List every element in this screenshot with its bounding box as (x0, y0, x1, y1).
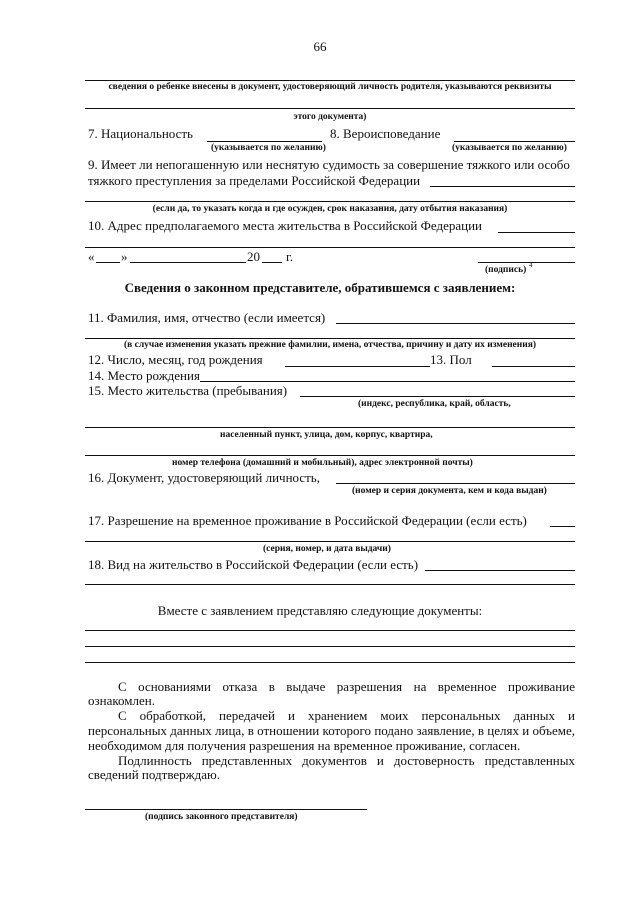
rule (85, 80, 575, 81)
date-day-line[interactable] (96, 262, 120, 263)
para3-line1: Подлинность представленных документов и достоверность представленных (118, 753, 575, 768)
para1-line1: С основаниями отказа в выдаче разрешения на временное проживание (118, 679, 575, 694)
item13-label: 13. Пол (430, 352, 472, 367)
item7-input-line[interactable] (207, 141, 322, 142)
footnote-mark: 4 (529, 261, 533, 269)
item13-input-line[interactable] (492, 366, 575, 367)
date-open-quote: « (88, 249, 95, 264)
section-title: Сведения о законном представителе, обратившемся с заявлением: (124, 280, 516, 295)
item17-label: 17. Разрешение на временное проживание в Российской Федерации (если есть) (88, 513, 527, 528)
date-year-prefix: 20 (247, 249, 260, 264)
documents-line-2[interactable] (85, 646, 575, 647)
signature-line[interactable] (478, 262, 575, 263)
item11-input-line[interactable] (336, 323, 575, 324)
documents-line-3[interactable] (85, 662, 575, 663)
item9-line1: 9. Имеет ли непогашенную или неснятую судимость за совершение тяжкого или особо (88, 157, 570, 172)
item9-input-line[interactable] (430, 186, 575, 187)
item11-hint: (в случае изменения указать прежние фамилии, имена, отчества, причину и дату их изменения) (123, 340, 537, 350)
item9-line2: тяжкого преступления за пределами Российской Федерации (88, 173, 421, 188)
item9-input-line-2[interactable] (85, 201, 575, 202)
date-year-line[interactable] (262, 262, 282, 263)
item15-input-line-3[interactable] (85, 455, 575, 456)
item15-label: 15. Место жительства (пребывания) (88, 383, 288, 398)
item11-input-line-2[interactable] (85, 338, 575, 339)
item15-hint2: населенный пункт, улица, дом, корпус, квартира, (220, 430, 433, 440)
rule (85, 108, 575, 109)
item8-hint: (указывается по желанию) (452, 143, 567, 153)
item8-label: 8. Вероисповедание (330, 126, 441, 141)
top-note-cont: этого документа) (293, 112, 367, 122)
date-close-quote: » (121, 249, 128, 264)
item18-input-line[interactable] (425, 570, 575, 571)
item7-hint: (указывается по желанию) (211, 143, 326, 153)
item10-input-line-2[interactable] (85, 247, 575, 248)
para3-line2: сведений подтверждаю. (88, 767, 220, 782)
item9-hint: (если да, то указать когда и где осужден, срок наказания, дату отбытия наказания) (152, 204, 508, 214)
item18-label: 18. Вид на жительство в Российской Федерации (если есть) (88, 557, 419, 572)
item10-input-line[interactable] (498, 232, 575, 233)
item14-label: 14. Место рождения (88, 368, 200, 383)
item15-hint1: (индекс, республика, край, область, (358, 399, 511, 409)
item14-input-line[interactable] (200, 381, 575, 382)
item17-hint: (серия, номер, и дата выдачи) (263, 544, 391, 554)
item16-hint: (номер и серия документа, кем и кода выдан) (352, 486, 547, 496)
item12-input-line[interactable] (285, 366, 430, 367)
date-month-line[interactable] (130, 262, 246, 263)
item7-label: 7. Национальность (88, 126, 193, 141)
para2-line1: С обработкой, передачей и хранением моих персональных данных и (118, 708, 575, 723)
rep-signature-line[interactable] (85, 809, 367, 810)
item15-input-line[interactable] (300, 396, 575, 397)
rep-signature-hint: (подпись законного представителя) (145, 812, 298, 822)
item12-label: 12. Число, месяц, год рождения (88, 352, 263, 367)
signature-hint: (подпись) (485, 265, 527, 275)
para1-line2: ознакомлен. (88, 693, 155, 708)
item15-input-line-2[interactable] (85, 427, 575, 428)
item16-input-line[interactable] (336, 483, 575, 484)
page-number: 66 (313, 39, 327, 54)
documents-line-1[interactable] (85, 630, 575, 631)
item10-label: 10. Адрес предполагаемого места жительства в Российской Федерации (88, 218, 482, 233)
documents-title: Вместе с заявлением представляю следующие документы: (157, 603, 483, 618)
item17-input-line-2[interactable] (85, 541, 575, 542)
item17-input-line[interactable] (550, 526, 575, 527)
top-note: сведения о ребенке внесены в документ, удостоверяющий личность родителя, указываются реквизиты (108, 82, 552, 92)
item15-hint3: номер телефона (домашний и мобильный), адрес электронной почты) (172, 458, 473, 468)
item16-label: 16. Документ, удостоверяющий личность, (88, 470, 320, 485)
item8-input-line[interactable] (454, 141, 575, 142)
para2-line2: персональных данных лица, в отношении которого подано заявление, в целях и объеме, (88, 723, 575, 738)
item11-label: 11. Фамилия, имя, отчество (если имеется) (88, 310, 326, 325)
date-year-suffix: г. (286, 249, 294, 264)
item18-input-line-2[interactable] (85, 584, 575, 585)
para2-line3: необходимом для получения разрешения на временное проживание, согласен. (88, 738, 521, 753)
